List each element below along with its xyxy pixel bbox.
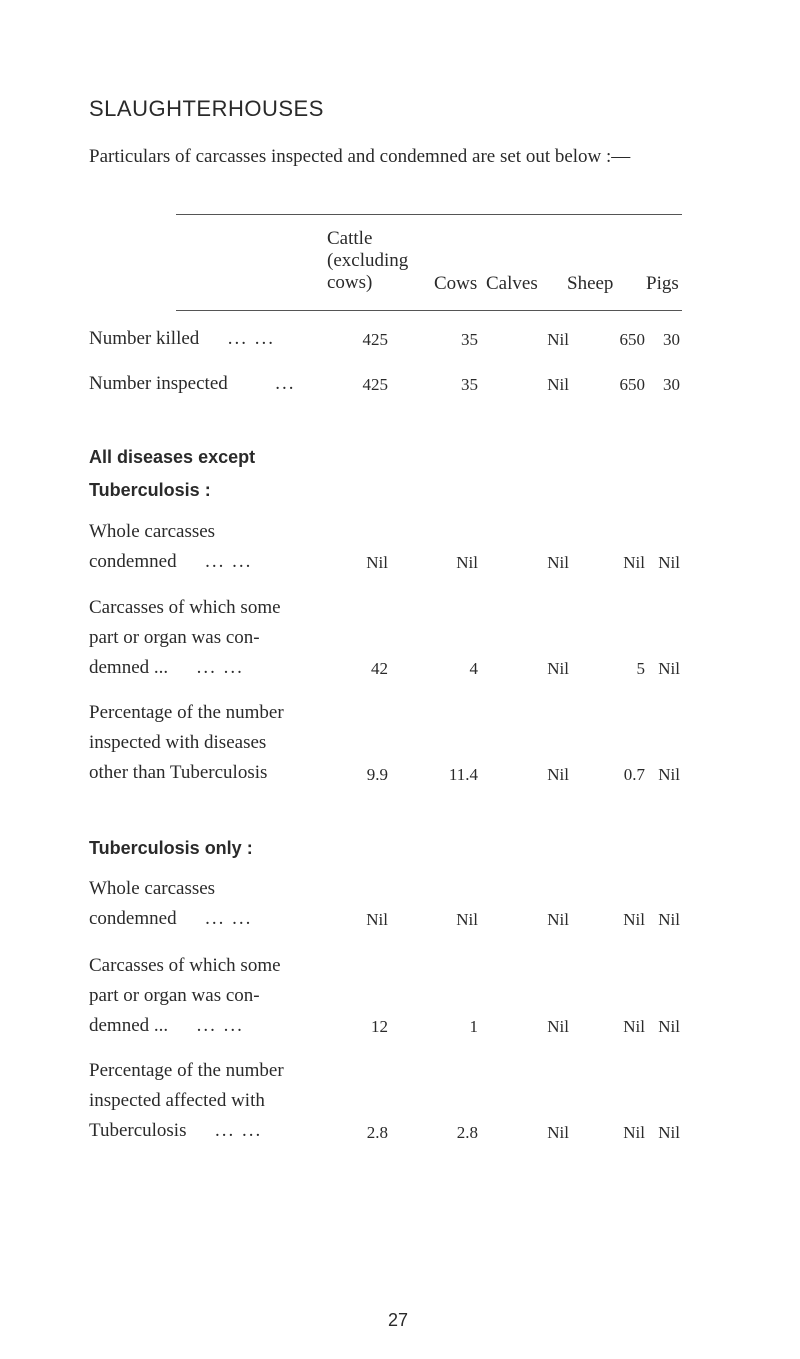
- cell-tb-percent-pigs: Nil: [658, 1123, 680, 1142]
- table-header-rule: [176, 310, 682, 311]
- row-label-tb-whole: Whole carcasses condemned ... ...: [89, 878, 253, 929]
- cell-all-whole-pigs: Nil: [658, 553, 680, 572]
- cell-all-whole-cows: Nil: [456, 553, 478, 572]
- cell-all-part-calves: Nil: [547, 659, 569, 678]
- cell-tb-percent-cows: 2.8: [456, 1123, 478, 1142]
- cell-tb-whole-pigs: Nil: [658, 910, 680, 929]
- cell-tb-percent-calves: Nil: [547, 1123, 569, 1142]
- section-heading-all-diseases-2: Tuberculosis :: [89, 480, 211, 500]
- cell-tb-part-pigs: Nil: [658, 1017, 680, 1036]
- cell-inspected-pigs: 30: [663, 375, 680, 394]
- cell-inspected-cattle: 425: [362, 375, 388, 394]
- cell-killed-pigs: 30: [663, 330, 680, 349]
- cell-tb-part-calves: Nil: [547, 1017, 569, 1036]
- cell-tb-whole-calves: Nil: [547, 910, 569, 929]
- cell-all-percent-calves: Nil: [547, 765, 569, 784]
- cell-tb-whole-cows: Nil: [456, 910, 478, 929]
- cell-killed-cows: 35: [461, 330, 478, 349]
- cell-tb-part-cattle: 12: [371, 1017, 388, 1036]
- cell-tb-percent-cattle: 2.8: [366, 1123, 388, 1142]
- cell-tb-part-cows: 1: [469, 1017, 478, 1036]
- cell-tb-percent-sheep: Nil: [623, 1123, 645, 1142]
- row-label-tb-percent: Percentage of the number inspected affected with Tuberculosis ... ...: [89, 1060, 284, 1141]
- column-header-cattle: Cattle (excluding cows): [327, 228, 409, 293]
- column-header-pigs: Pigs: [646, 273, 679, 294]
- column-header-cows: Cows: [434, 273, 478, 294]
- cell-inspected-sheep: 650: [619, 375, 645, 394]
- column-header-calves: Calves: [486, 273, 538, 294]
- row-label-all-part: Carcasses of which some part or organ was con- demned ... ... ...: [89, 597, 281, 678]
- cell-all-whole-sheep: Nil: [623, 553, 645, 572]
- row-label-all-percent: Percentage of the number inspected with diseases other than Tuberculosis: [89, 702, 284, 783]
- cell-all-whole-cattle: Nil: [366, 553, 388, 572]
- row-label-all-whole: Whole carcasses condemned ... ...: [89, 521, 253, 572]
- cell-all-part-sheep: 5: [636, 659, 645, 678]
- column-header-sheep: Sheep: [567, 273, 614, 294]
- cell-inspected-cows: 35: [461, 375, 478, 394]
- page-title: SLAUGHTERHOUSES: [89, 96, 324, 121]
- cell-all-part-pigs: Nil: [658, 659, 680, 678]
- cell-tb-whole-sheep: Nil: [623, 910, 645, 929]
- section-heading-tuberculosis: Tuberculosis only :: [89, 838, 253, 858]
- cell-all-whole-calves: Nil: [547, 553, 569, 572]
- cell-inspected-calves: Nil: [547, 375, 569, 394]
- cell-killed-cattle: 425: [362, 330, 388, 349]
- row-label-number-killed: Number killed ... ...: [89, 328, 276, 349]
- cell-all-part-cattle: 42: [371, 659, 388, 678]
- page-number: 27: [388, 1310, 409, 1330]
- cell-all-percent-cattle: 9.9: [366, 765, 388, 784]
- cell-killed-sheep: 650: [619, 330, 645, 349]
- intro-paragraph: Particulars of carcasses inspected and condemned are set out below :—: [89, 146, 631, 167]
- cell-tb-whole-cattle: Nil: [366, 910, 388, 929]
- table-top-rule: [176, 214, 682, 215]
- cell-all-percent-cows: 11.4: [448, 765, 478, 784]
- section-heading-all-diseases: All diseases except: [89, 447, 256, 467]
- row-label-number-inspected: Number inspected ...: [89, 373, 296, 394]
- cell-tb-part-sheep: Nil: [623, 1017, 645, 1036]
- cell-all-part-cows: 4: [469, 659, 478, 678]
- cell-all-percent-sheep: 0.7: [623, 765, 645, 784]
- cell-killed-calves: Nil: [547, 330, 569, 349]
- row-label-tb-part: Carcasses of which some part or organ was con- demned ... ... ...: [89, 955, 281, 1036]
- cell-all-percent-pigs: Nil: [658, 765, 680, 784]
